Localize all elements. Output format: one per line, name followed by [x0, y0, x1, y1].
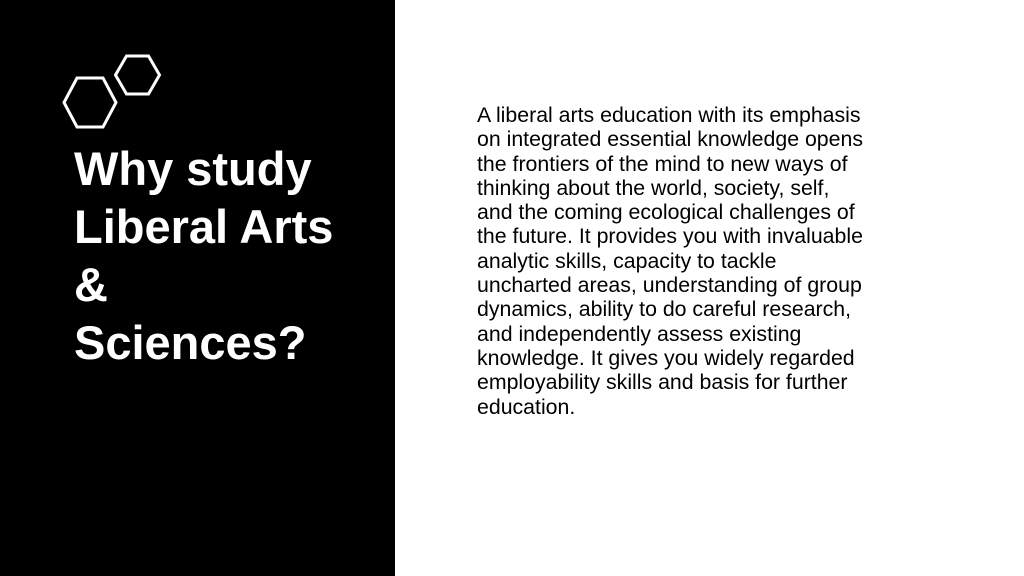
body-line-2: on integrated essential knowledge opens — [477, 127, 863, 152]
body-line-13: education. — [477, 394, 576, 419]
body-line-11: knowledge. It gives you widely regarded — [477, 345, 855, 370]
body-line-9: dynamics, ability to do careful research, — [477, 297, 852, 322]
body-line-6: the future. It provides you with invaluable — [477, 224, 863, 249]
left-title-panel — [0, 0, 395, 576]
body-line-1: A liberal arts education with its emphasis — [477, 103, 861, 127]
body-line-12: employability skills and basis for further — [477, 370, 848, 395]
right-content-panel — [395, 0, 1024, 576]
body-line-10: and independently assess existing — [477, 321, 802, 346]
body-line-4: thinking about the world, society, self, — [477, 175, 830, 200]
body-line-5: and the coming ecological challenges of — [477, 200, 855, 225]
title-line-4: Sciences? — [74, 316, 307, 369]
body-line-8: uncharted areas, understanding of group — [477, 273, 862, 298]
hexagon-pair-icon — [60, 54, 164, 132]
body-paragraph — [477, 103, 952, 419]
title-line-1: Why study — [74, 142, 312, 195]
small-hexagon-icon — [116, 56, 160, 94]
large-hexagon-icon — [64, 78, 116, 127]
body-line-7: analytic skills, capacity to tackle — [477, 248, 777, 273]
title-line-3: & — [74, 258, 108, 311]
body-line-3: the frontiers of the mind to new ways of — [477, 151, 848, 176]
slide-title — [74, 140, 384, 372]
title-line-2: Liberal Arts — [74, 200, 334, 253]
